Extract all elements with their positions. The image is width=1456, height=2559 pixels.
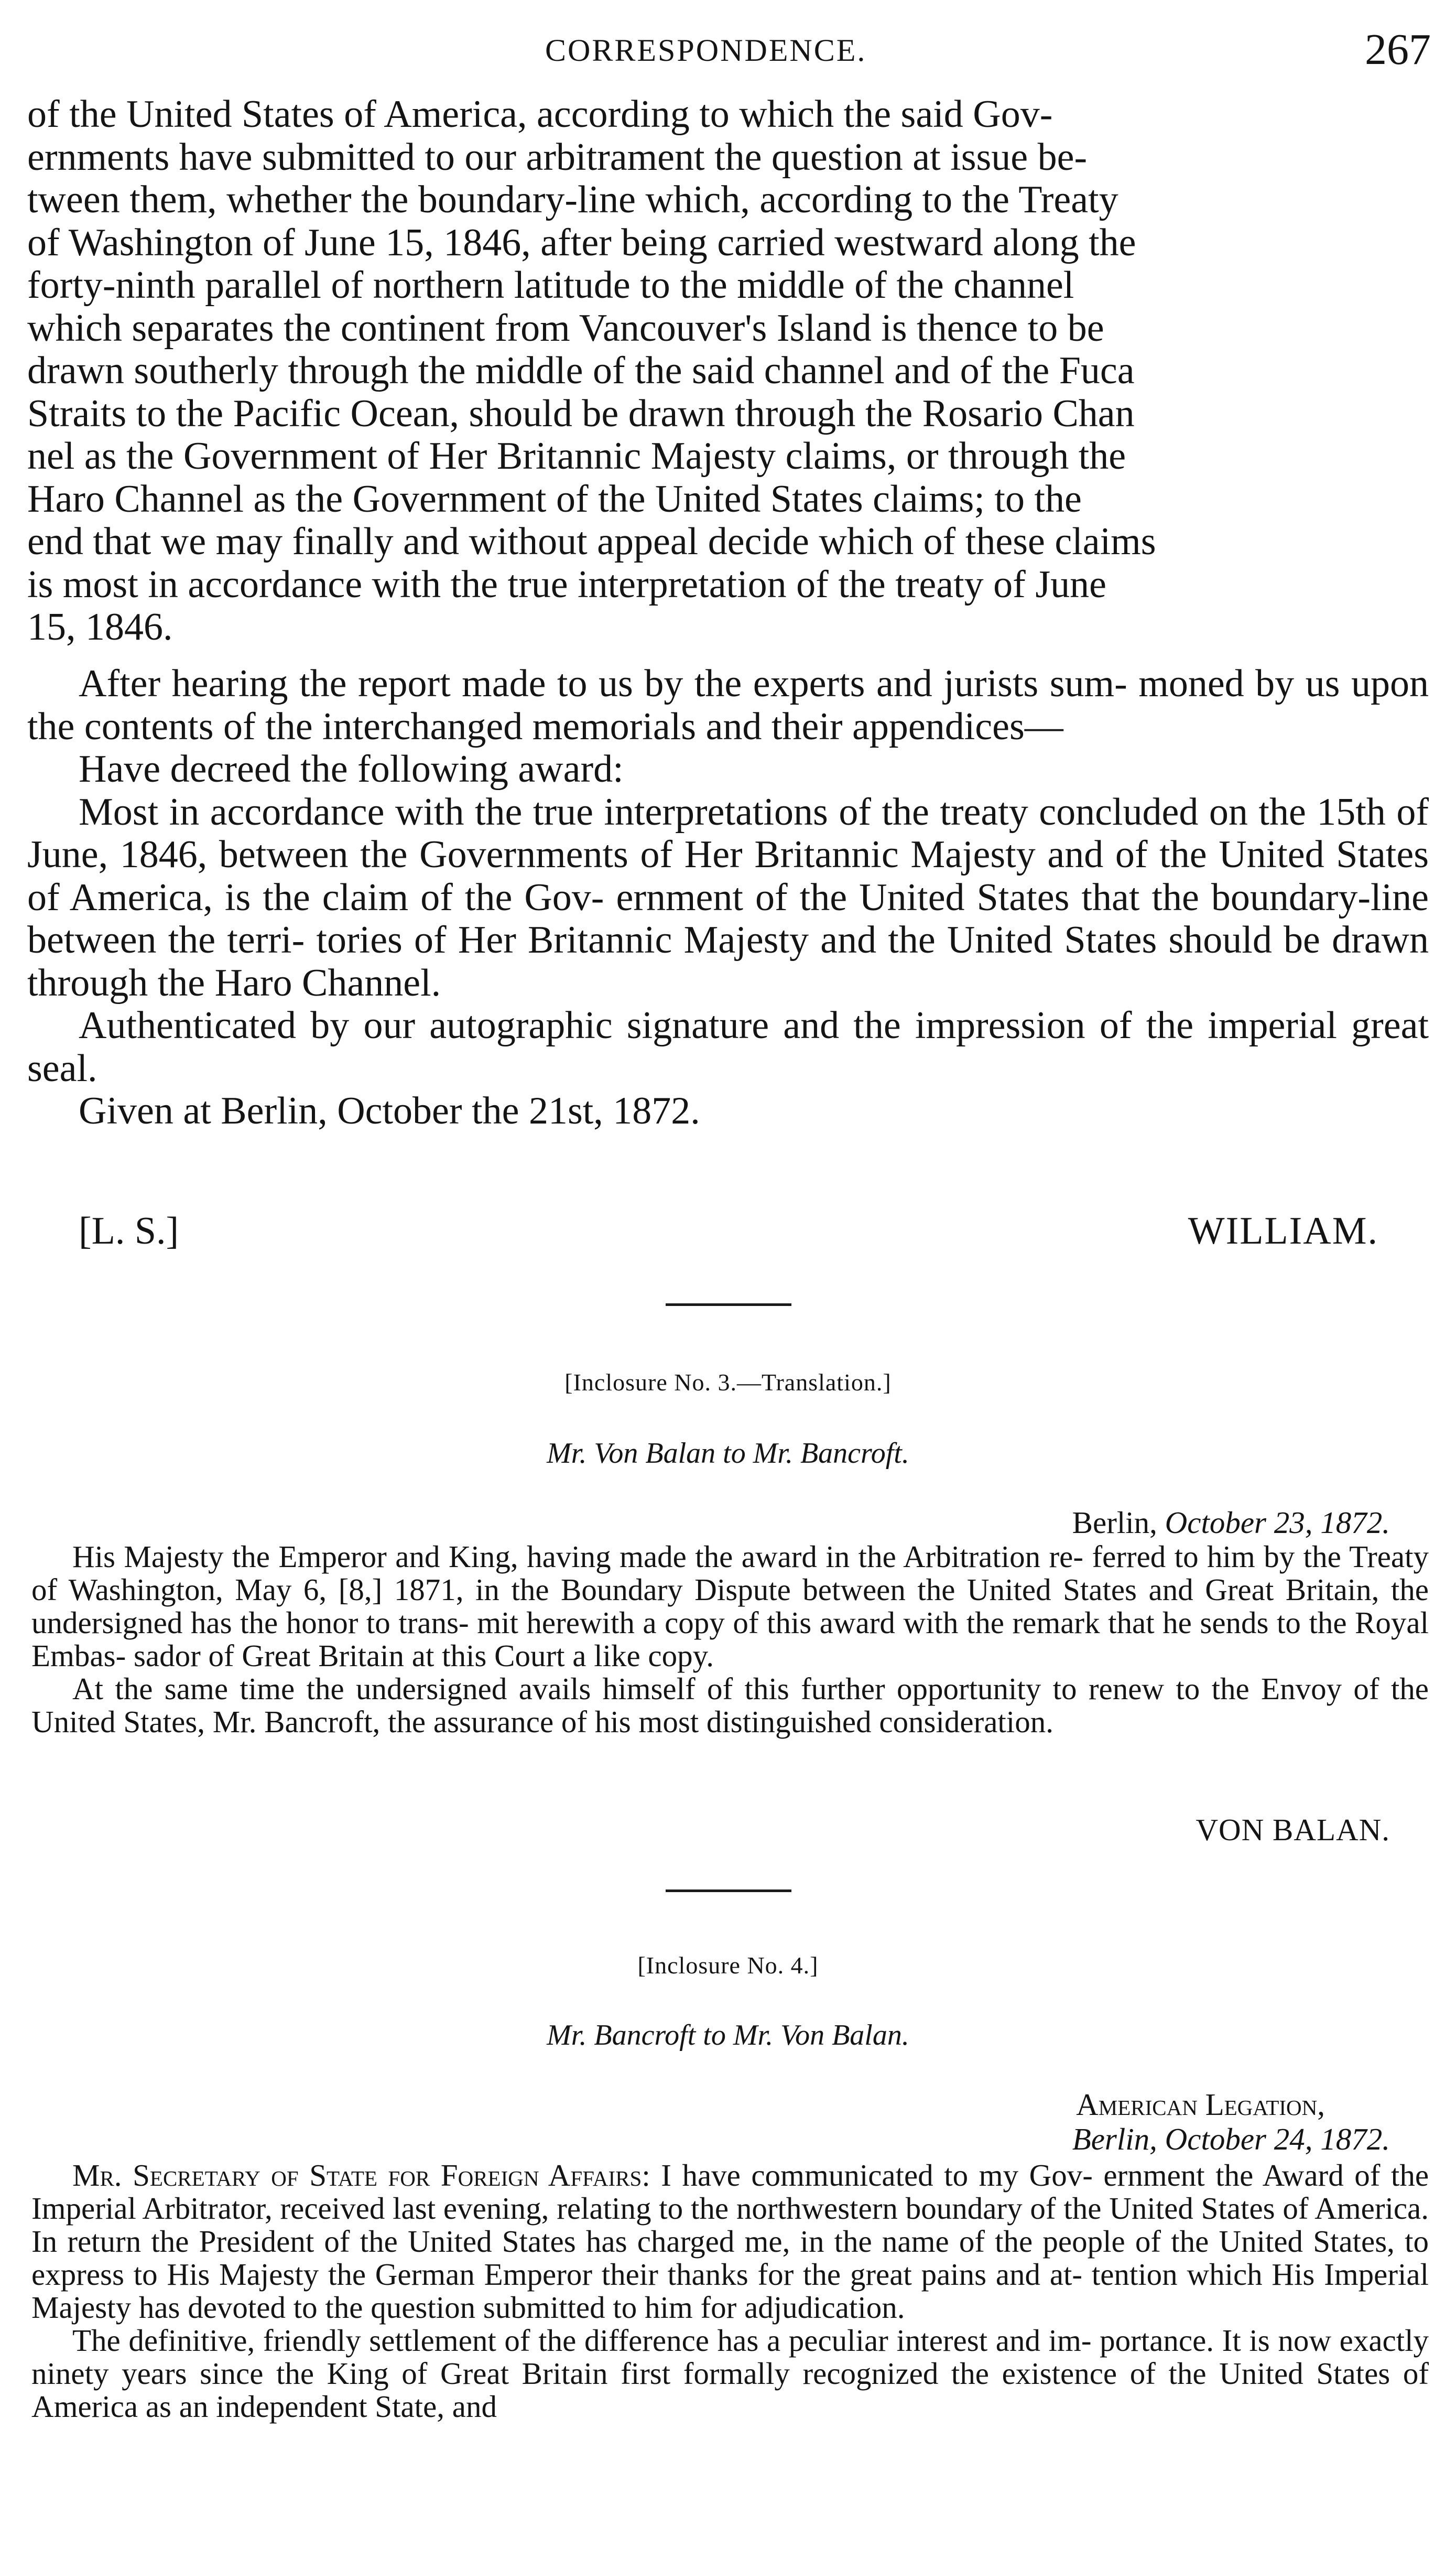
hearing-paragraph: After hearing the report made to us by the experts and jurists sum- moned by us upon the contents of the interchanged memorials and their appendices— — [27, 662, 1429, 748]
inclosure-3-label: [Inclosure No. 3.—Translation.] — [564, 1369, 892, 1396]
inclosure-4-paragraph-2: The definitive, friendly settlement of the difference has a peculiar interest and im- portance. It is now exactly ninety years since the King of Great Britain first formally recognized the existence of the United States of America as an independent State, and — [31, 2323, 1429, 2424]
award-line-9: nel as the Government of Her Britannic Majesty claims, or through the — [27, 435, 1126, 478]
inclosure-3-signature: VON BALAN. — [1196, 1812, 1390, 1847]
inclosure-3-dateline — [1072, 1505, 1390, 1541]
award-body — [27, 663, 1429, 1133]
inclosure-3-paragraph-2: At the same time the undersigned avails himself of this further opportunity to renew to the Envoy of the United States, Mr. Bancroft, the assurance of his most distinguished consideration. — [31, 1671, 1429, 1739]
award-line-4: of Washington of June 15, 1846, after being carried westward along the — [27, 221, 1136, 264]
salutation: Mr. Secretary of State for Foreign Affairs: — [72, 2158, 650, 2193]
inclosure-4-body — [31, 2159, 1429, 2423]
section-divider — [666, 1303, 791, 1306]
inclosure-4-label: [Inclosure No. 4.] — [637, 1952, 819, 1979]
seal-mark: [L. S.] — [79, 1210, 179, 1252]
running-head — [0, 21, 1456, 89]
award-line-7: drawn southerly through the middle of the said channel and of the Fuca — [27, 349, 1135, 392]
award-signature: WILLIAM. — [1188, 1210, 1378, 1252]
legation-line: American Legation, — [1076, 2087, 1325, 2122]
award-line-12: is most in accordance with the true interpretation of the treaty of June — [27, 563, 1106, 606]
dateline-date: October 23, 1872. — [1165, 1505, 1390, 1540]
award-continuation-paragraph — [27, 93, 1429, 649]
inclosure-4-heading: Mr. Bancroft to Mr. Von Balan. — [547, 2019, 909, 2051]
award-line-2: ernments have submitted to our arbitrament the question at issue be- — [27, 135, 1088, 179]
given-at-paragraph: Given at Berlin, October the 21st, 1872. — [79, 1089, 700, 1132]
award-line-11: end that we may finally and without appeal decide which of these claims — [27, 520, 1156, 563]
award-line-10: Haro Channel as the Government of the United States claims; to the — [27, 477, 1082, 521]
award-signature-line — [79, 1209, 1378, 1256]
dateline-place: Berlin, — [1072, 1505, 1157, 1540]
inclosure-3-heading: Mr. Von Balan to Mr. Bancroft. — [547, 1437, 909, 1470]
inclosure-3-paragraph-1: His Majesty the Emperor and King, having made the award in the Arbitration re- ferred to him by the Treaty of Washington, May 6, [8,] 1871, in the Boundary Dispute between the United States and Great Britain, the undersigned has the honor to trans- mit herewith a copy of this award with the remark that he sends to the Royal Embas- sador of Great Britain at this Court a like copy. — [31, 1539, 1429, 1673]
running-title: CORRESPONDENCE. — [545, 33, 867, 68]
inclosure-4-paragraph-1 — [31, 2159, 1429, 2324]
paragraph-1-text: I have communicated to my Gov- ernment the Award of the Imperial Arbitrator, received last evening, relating to the northwestern boundary of the United States of America. In return the President of the United States has charged me, in the name of the people of the United States, to express to His Majesty the German Emperor their thanks for the great pains and at- tention which His Imperial Majesty has devoted to the question submitted to him for adjudication. — [31, 2158, 1429, 2325]
award-decision-paragraph: Most in accordance with the true interpretations of the treaty concluded on the 15th of June, 1846, between the Governments of Her Britannic Majesty and of the United States of America, is the claim of the Gov- ernment of the United States that the boundary-line between the terri- tories of Her Britannic Majesty and the United States should be drawn through the Haro Channel. — [27, 790, 1429, 1005]
award-line-13: 15, 1846. — [27, 606, 173, 649]
award-line-6: which separates the continent from Vancouver's Island is thence to be — [27, 306, 1104, 350]
decreed-paragraph: Have decreed the following award: — [79, 748, 624, 791]
award-line-1: of the United States of America, according to which the said Gov- — [27, 93, 1053, 136]
award-line-3: tween them, whether the boundary-line which, according to the Treaty — [27, 178, 1118, 221]
page-number: 267 — [1365, 25, 1431, 74]
award-line-5: forty-ninth parallel of northern latitude to the middle of the channel — [27, 264, 1074, 307]
award-line-8: Straits to the Pacific Ocean, should be drawn through the Rosario Chan — [27, 392, 1135, 435]
inclosure-4-dateline: Berlin, October 24, 1872. — [1072, 2122, 1390, 2156]
authentication-paragraph: Authenticated by our autographic signature and the impression of the imperial great seal. — [27, 1004, 1429, 1090]
inclosure-3-body — [31, 1540, 1429, 1739]
section-divider — [666, 1889, 791, 1892]
